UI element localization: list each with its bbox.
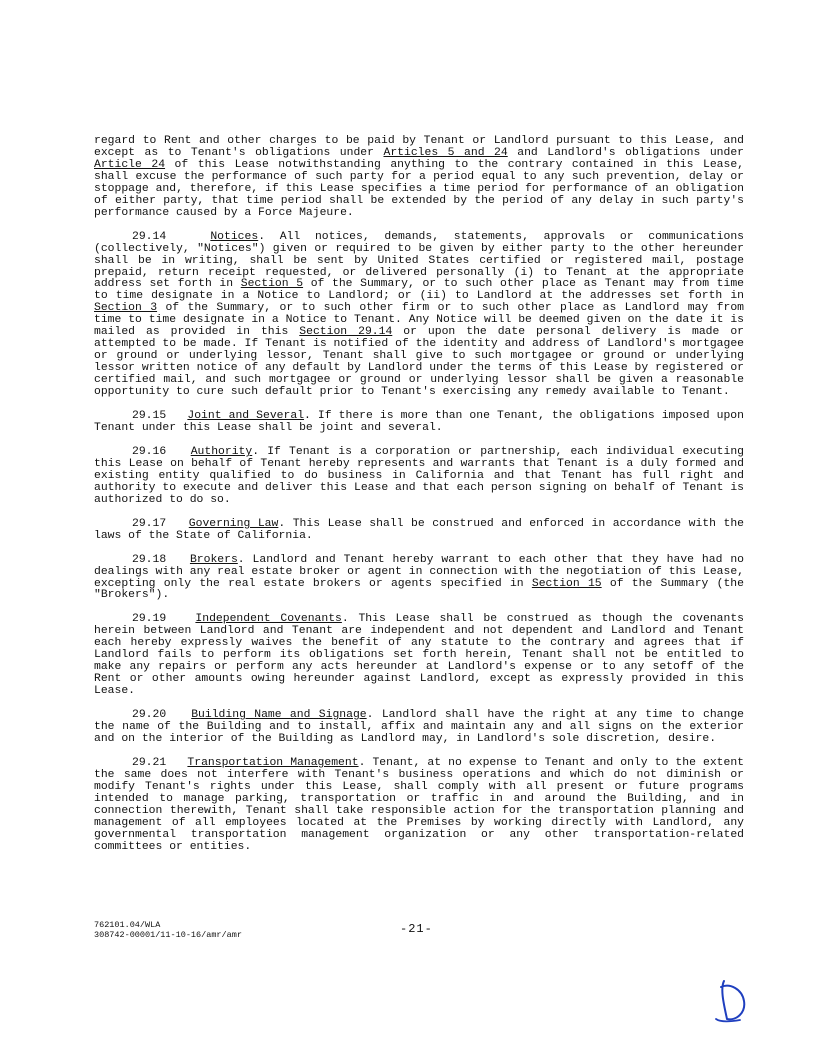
article-reference: Article 24 [94, 158, 166, 171]
section-body: . Tenant, at no expense to Tenant and only to the extent the same does not interfere with Tenant's business operations and which do not diminish or modify Tenant's rights under this Lease, shall comply with all present or future programs intended to manage parking, transportation or traffic in and around the Building, and in connection therewith, Tenant shall take responsible action for the transportation planning and management of all employees located at the Premises by working directly with Landlord, any governmental transportation management organization or any other transportation-related committees or entities. [94, 756, 744, 853]
section-title: Authority [190, 445, 253, 458]
section-29-21 [94, 758, 744, 854]
section-reference: Section 3 [94, 302, 158, 315]
section-29-14 [94, 232, 744, 399]
section-number: 29.20 [132, 709, 167, 722]
articles-reference: Articles 5 and 24 [383, 146, 508, 159]
intro-paragraph [94, 136, 744, 220]
document-id-footer [94, 920, 242, 940]
section-29-18 [94, 555, 744, 603]
section-text-2: of the Summary, or to such other place as Tenant may from time to time designate in a Notice to Landlord; or (ii) to Landlord at the addresses set forth in [94, 278, 745, 303]
page-number: -21- [400, 922, 433, 936]
section-title: Notices [210, 230, 259, 243]
section-number: 29.21 [132, 756, 167, 769]
document-page [94, 136, 744, 866]
section-title: Joint and Several [187, 410, 305, 423]
section-number: 29.19 [132, 613, 167, 626]
section-reference: Section 5 [240, 278, 304, 291]
section-body: . If there is more than one Tenant, the obligations imposed upon Tenant under this Lease shall be joint and several. [94, 410, 744, 434]
section-number: 29.15 [132, 410, 167, 423]
document-id-line-2: 308742-00001/11-10-16/amr/amr [94, 930, 242, 940]
section-reference: Section 15 [531, 577, 602, 590]
section-body: . This Lease shall be construed and enforced in accordance with the laws of the State of California. [94, 517, 744, 542]
intro-text-3: of this Lease notwithstanding anything to the contrary contained in this Lease, shall excuse the performance of such party for a period equal to any such prevention, delay or stoppage and, therefore, if this Lease specifies a time period for performance of an obligation of either party, that time period shall be extended by the period of any delay in such party's performance caused by a Force Majeure. [94, 158, 745, 219]
section-text-3: of the Summary, or to such other firm or to such other place as Landlord may from time to time designate in a Notice to Tenant. Any Notice will be deemed given on the date it is mailed as provided in this [94, 302, 744, 339]
section-29-15 [94, 411, 744, 435]
section-body: . If Tenant is a corporation or partnership, each individual executing this Lease on behalf of Tenant hereby represents and warrants that Tenant is a duly formed and existing entity qualified to do business in California and that Tenant has full right and authority to execute and deliver this Lease and that each person signing on behalf of Tenant is authorized to do so. [94, 445, 744, 506]
section-number: 29.18 [132, 553, 167, 566]
section-number: 29.14 [132, 230, 167, 243]
section-text-1: . All notices, demands, statements, approvals or communications (collectively, "Notices") given or required to be given by either party to the other hereunder shall be in writing, shall be sent by United States certified or registered mail, postage prepaid, return receipt requested, or delivered personally (i) to Tenant at the appropriate address set forth in [94, 230, 744, 291]
section-text-1: . Landlord and Tenant hereby warrant to each other that they have had no dealings with any real estate broker or agent in connection with the negotiation of this Lease, excepting only the real estate brokers or agents specified in [94, 553, 744, 590]
handwritten-initials-mark [710, 975, 750, 1025]
section-title: Brokers [189, 553, 238, 566]
section-title: Transportation Management [187, 756, 359, 769]
section-number: 29.16 [132, 445, 167, 458]
intro-text-2: and Landlord's obligations under [507, 146, 744, 159]
section-number: 29.17 [132, 517, 167, 530]
section-body: . This Lease shall be construed as though the covenants herein between Landlord and Tenant are independent and not dependent and Landlord and Tenant each hereby expressly waives the benefit of any statute to the contrary and agrees that if Landlord fails to perform its obligations set forth herein, Tenant shall not be entitled to make any repairs or perform any acts hereunder at Landlord's expense or to any setoff of the Rent or other amounts owing hereunder against Landlord, except as expressly provided in this Lease. [94, 613, 744, 698]
section-29-17 [94, 519, 744, 543]
section-text-4: or upon the date personal delivery is made or attempted to be made. If Tenant is notified of the identity and address of Landlord's mortgagee or ground or underlying lessor, Tenant shall give to such mortgagee or ground or underlying lessor written notice of any default by Landlord under the terms of this Lease by registered or certified mail, and such mortgagee or ground or underlying lessor shall be given a reasonable opportunity to cure such default prior to Tenant's exercising any remedy available to Tenant. [94, 326, 745, 399]
section-title: Governing Law [188, 517, 279, 530]
section-reference: Section 29.14 [299, 326, 393, 339]
section-29-16 [94, 447, 744, 507]
section-title: Independent Covenants [195, 613, 342, 626]
section-text-2: of the Summary (the "Brokers"). [94, 577, 744, 602]
intro-text-1: regard to Rent and other charges to be paid by Tenant or Landlord pursuant to this Lease, and except as to Tenant's obligations under [94, 135, 744, 159]
section-29-20 [94, 710, 744, 746]
section-title: Building Name and Signage [191, 709, 367, 722]
section-body: . Landlord shall have the right at any time to change the name of the Building and to install, affix and maintain any and all signs on the exterior and on the interior of the Building as Landlord may, in Landlord's sole discretion, desire. [94, 709, 744, 745]
section-29-19 [94, 614, 744, 698]
document-id-line-1: 762101.04/WLA [94, 920, 161, 930]
